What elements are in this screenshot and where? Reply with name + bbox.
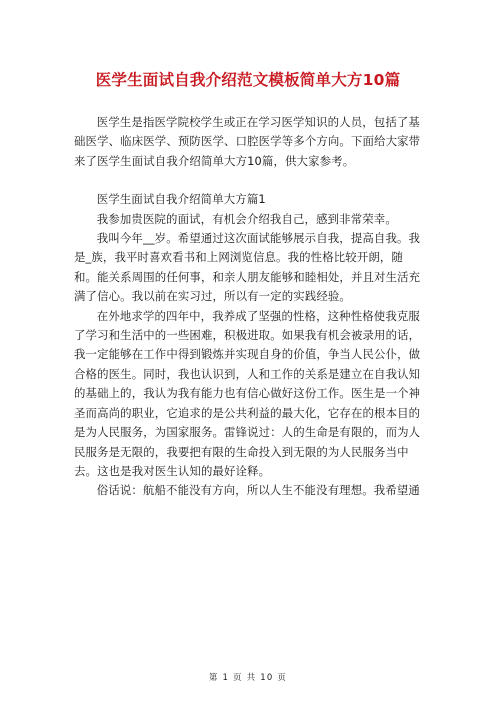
section-heading: 医学生面试自我介绍简单大方篇1: [96, 192, 266, 207]
body-paragraph: 在外地求学的四年中，我养成了坚强的性格，这种性格使我克服了学习和生活中的一些困难，积极进取。如果我有机会被录用的话，我一定能够在工作中得到锻炼并实现自身的价值，争当人民公仆，做合格的医生。同时，我也认识到，人和工作的关系是建立在自我认知的基础上的，我认为我有能力也有信心做好这份工作。医生是一个神圣而高尚的职业，它追求的是公共利益的最大化，它存在的根本目的是为人民服务，为国家服务。雷锋说过：人的生命是有限的，而为人民服务是无限的，我要把有限的生命投入到无限的为人民服务当中去。这也是我对医生认知的最好诠释。: [74, 308, 421, 478]
page-footer: 第 1 页 共 10 页: [208, 673, 288, 683]
intro-paragraph: 医学生是指医学院校学生或正在学习医学知识的人员，包括了基础医学、临床医学、预防医学、口腔医学等多个方向。下面给大家带来了医学生面试自我介绍简单大方10篇，供大家参考。: [74, 115, 421, 168]
document-title: 医学生面试自我介绍范文模板简单大方10篇: [95, 71, 401, 89]
body-paragraph: 俗话说：航船不能没有方向，所以人生不能没有理想。我希望通: [96, 483, 420, 498]
document-body: [74, 113, 424, 501]
body-paragraph: 我叫今年__岁。希望通过这次面试能够展示自我，提高自我。我是_族，我平时喜欢看书和上网浏览信息。我的性格比较开朗，随和。能关系周围的任何事，和亲人朋友能够和睦相处，并且对生活充满了信心。我以前在实习过，所以有一定的实践经验。: [74, 231, 421, 304]
body-paragraph: 我参加贵医院的面试，有机会介绍我自己，感到非常荣幸。: [96, 211, 397, 226]
